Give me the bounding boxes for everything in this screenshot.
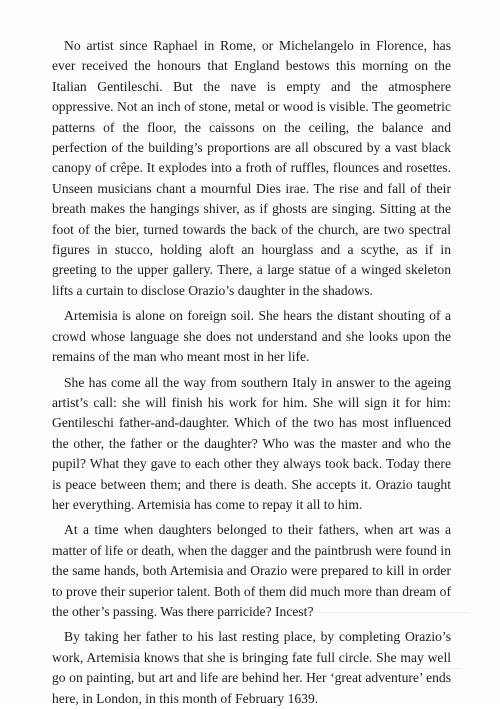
paragraph-5: By taking her father to his last resting place, by completing Orazio’s work, Artemisia knows that she is bringing fate full circle. She may well go on painting, but art and life are behind her. Her ‘great adventure’ ends here, in London, in this month of February 1639. [52,629,451,706]
paragraph-3: She has come all the way from southern Italy in answer to the ageing artist’s call: she will finish his work for him. She will sign it for him: Gentileschi father-and-daughter. Which of the two has most influenced the other, the father or the daughter? Who was the master and who the pupil? What they gave to each other they always took back. Today there is peace between them; and there is death. She accepts it. Orazio taught her everything. Artemisia has come to repay it all to him. [52,374,451,512]
body-text [52,36,451,709]
paragraph-4: At a time when daughters belonged to their fathers, when art was a matter of life or death, when the dagger and the paintbrush were found in the same hands, both Artemisia and Orazio were prepared to kill in order to prove their superior talent. Both of them did much more than dream of the other’s passing. Was there parricide? Incest? [52,522,451,619]
paragraph-2: Artemisia is alone on foreign soil. She hears the distant shouting of a crowd whose language she does not understand and she looks upon the remains of the man who meant most in her life. [52,308,451,365]
paragraph-1: No artist since Raphael in Rome, or Michelangelo in Florence, has ever received the honours that England bestows this morning on the Italian Gentileschi. But the nave is empty and the atmosphere oppressive. Not an inch of stone, metal or wood is visible. The geometric patterns of the floor, the caissons on the ceiling, the balance and perfection of the building’s proportions are all obscured by a vast black canopy of crêpe. It explodes into a froth of ruffles, flounces and rosettes. Unseen musicians chant a mournful Dies irae. The rise and fall of their breath makes the hangings shiver, as if ghosts are singing. Sitting at the foot of the bier, turned towards the back of the church, are two spectral figures in stucco, holding aloft an hourglass and a scythe, as if in greeting to the upper gallery. There, a large statue of a winged skeleton lifts a curtain to disclose Orazio’s daughter in the shadows. [52,38,451,298]
